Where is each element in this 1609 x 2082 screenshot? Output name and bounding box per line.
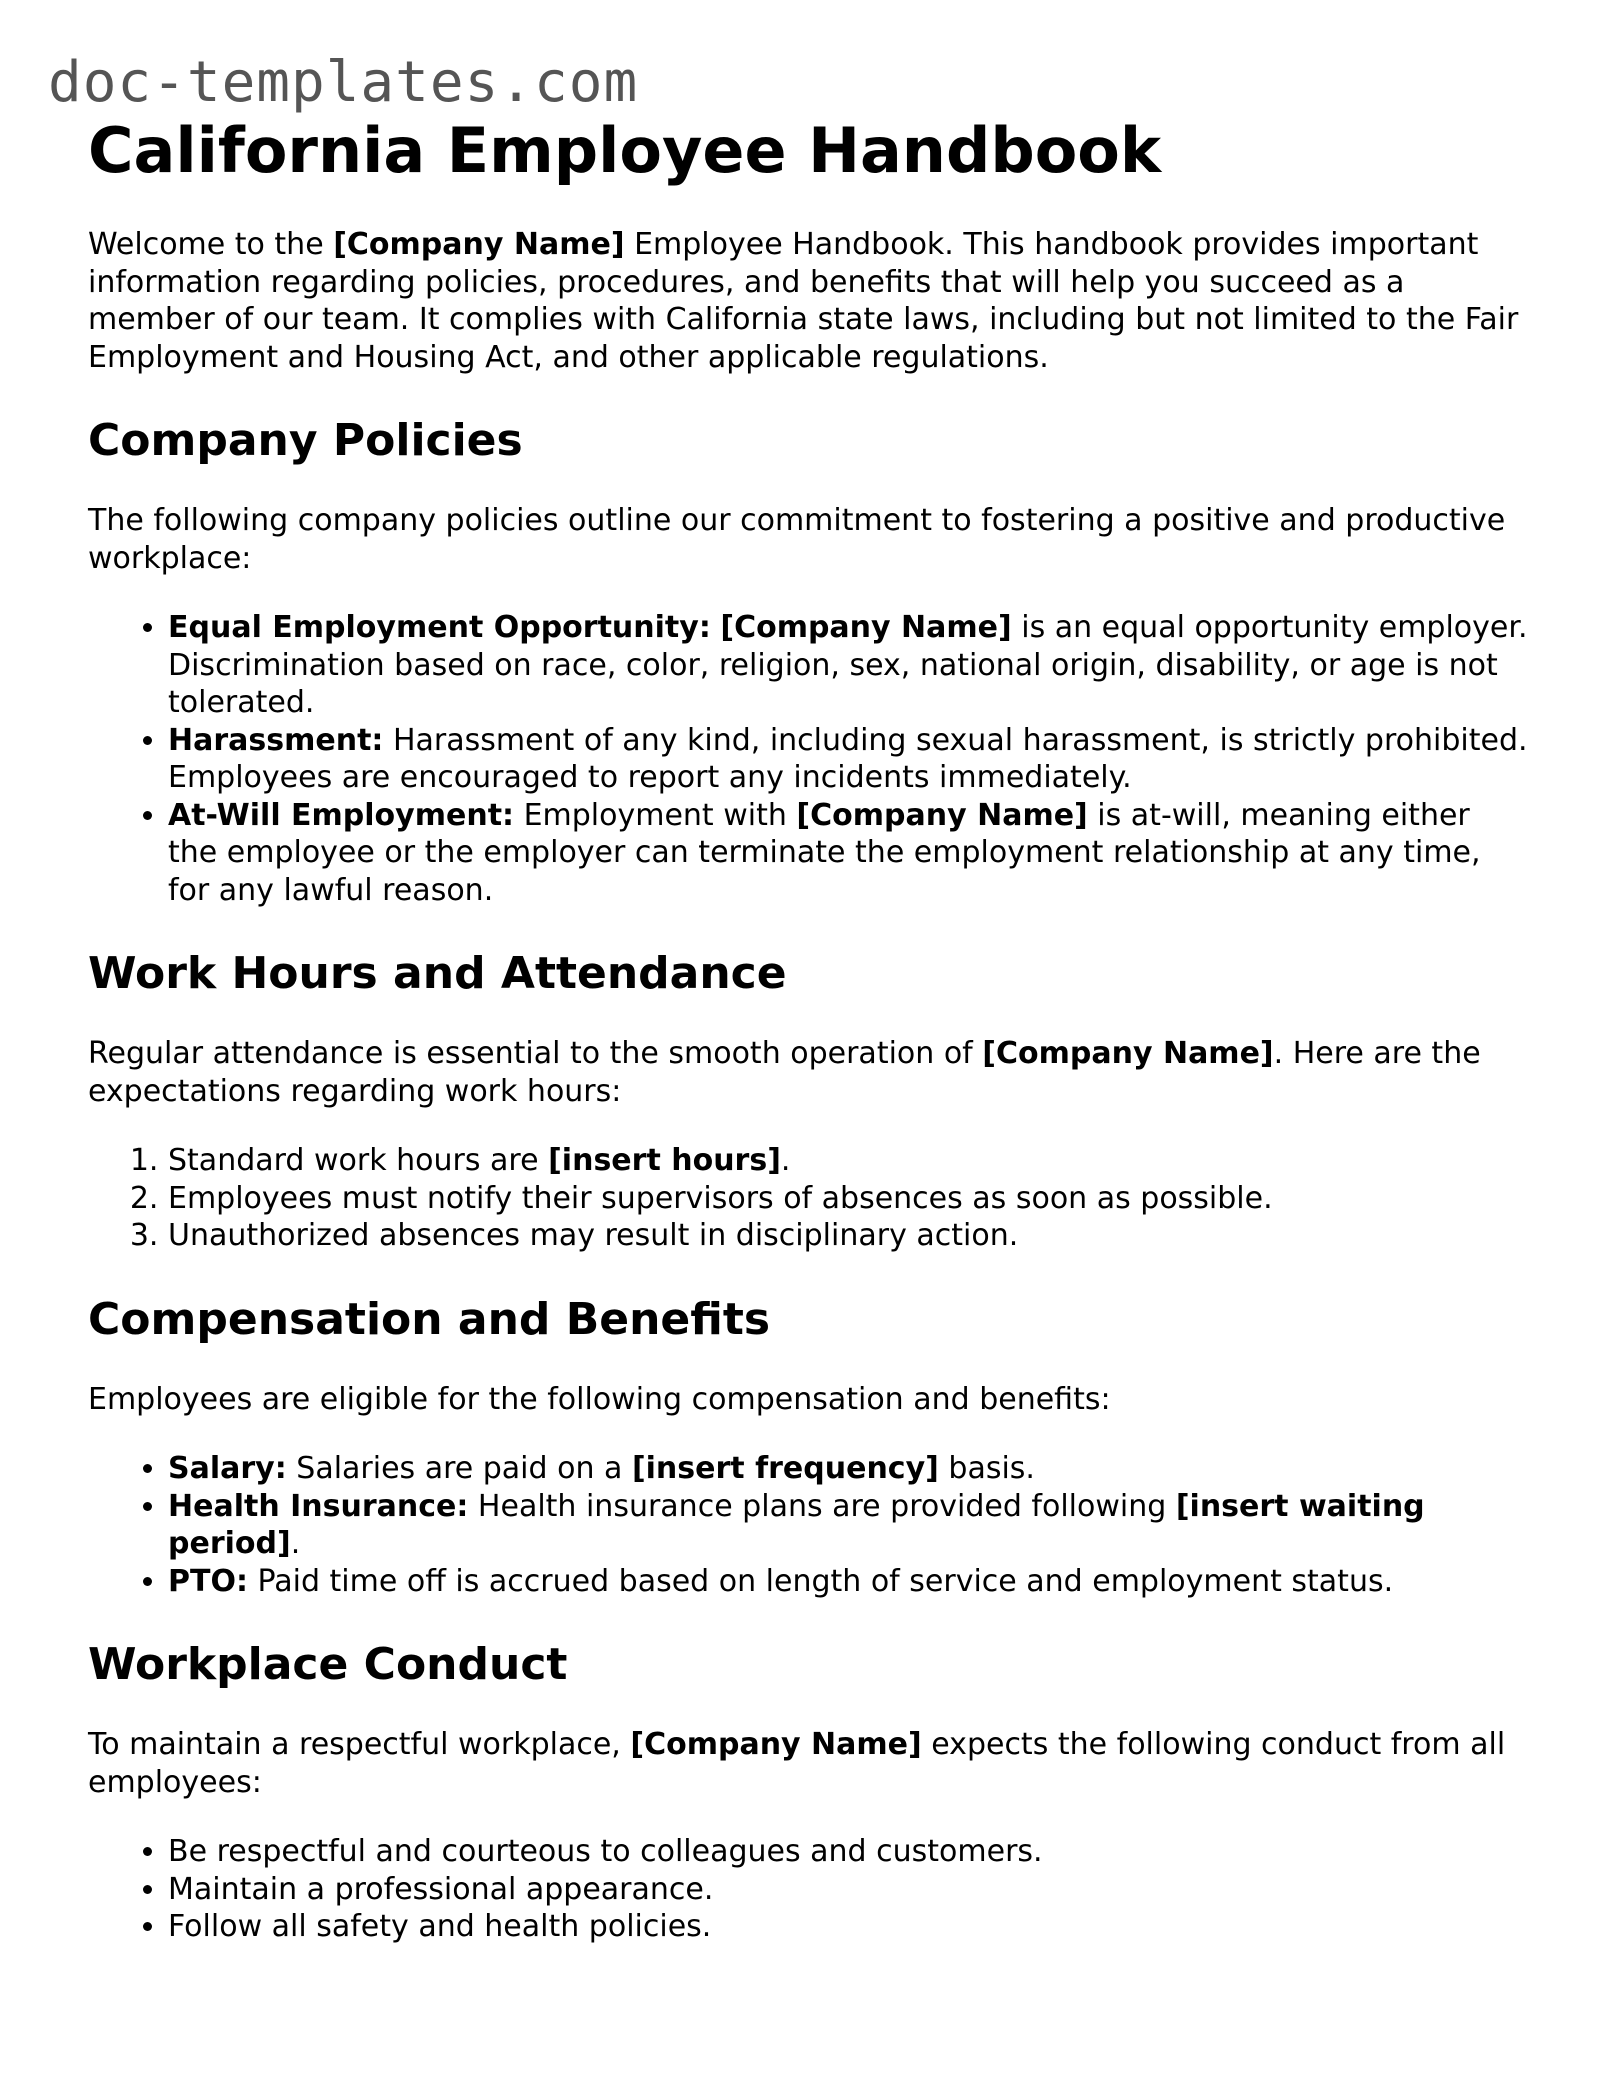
section-heading-policies: Company Policies <box>88 415 523 466</box>
list-item <box>168 609 1528 722</box>
benefit-text-salary-after: basis. <box>938 1451 1035 1486</box>
conduct-lead <box>88 1726 1528 1801</box>
policy-text-harassment: Harassment of any kind, including sexual harassment, is strictly prohibited. Employees are encouraged to report any incidents immediately. <box>168 722 1528 795</box>
policy-text-eeo: is an equal opportunity employer. Discrimination based on race, color, religion, sex, national origin, disability, or age is not tolerated. <box>168 610 1528 720</box>
benefit-label-health: Health Insurance: <box>168 1488 469 1524</box>
compensation-lead: Employees are eligible for the following compensation and benefits: <box>88 1381 1111 1417</box>
hours-item1-after: . <box>780 1143 791 1178</box>
hours-lead-before: Regular attendance is essential to the smooth operation of <box>88 1036 983 1071</box>
policy-text-atwill-after: is at-will, meaning either the employee or the employer can terminate the employment relationship at any time, for any lawful reason. <box>168 797 1481 908</box>
policy-label-atwill: At-Will Employment: <box>168 797 515 833</box>
list-item <box>168 1488 1528 1563</box>
policy-label-eeo: Equal Employment Opportunity: <box>168 610 711 645</box>
benefit-text-pto: Paid time off is accrued based on length of service and employment status. <box>247 1563 1394 1599</box>
list-item: • Follow all safety and health policies. <box>168 1908 1528 1946</box>
policy-text-atwill-before: Employment with <box>514 797 797 833</box>
hours-lead-after: . Here are the expectations regarding work hours: <box>88 1036 1481 1109</box>
hours-list <box>88 1142 1528 1255</box>
list-item: 3. Unauthorized absences may result in disciplinary action. <box>168 1217 1528 1255</box>
list-item <box>168 722 1528 797</box>
policy-label-harassment: Harassment: <box>168 722 384 758</box>
section-heading-hours: Work Hours and Attendance <box>88 948 787 999</box>
waiting-period-placeholder: [insert waiting period] <box>168 1488 1425 1561</box>
intro-paragraph <box>88 226 1528 376</box>
benefit-text-health-after: . <box>290 1526 301 1561</box>
list-item: • Maintain a professional appearance. <box>168 1871 1528 1909</box>
company-name-placeholder: [Company Name] <box>720 610 1012 645</box>
list-item <box>168 1450 1528 1488</box>
benefit-label-salary: Salary: <box>168 1451 287 1486</box>
document-title: California Employee Handbook <box>88 114 1162 187</box>
intro-text-before: Welcome to the <box>88 227 334 262</box>
policies-list <box>88 609 1528 909</box>
section-heading-compensation: Compensation and Benefits <box>88 1293 771 1345</box>
benefit-text-health-before: Health insurance plans are provided following <box>468 1488 1176 1524</box>
list-item <box>168 1563 1528 1601</box>
compensation-list <box>88 1450 1528 1600</box>
company-name-placeholder: [Company Name] <box>630 1727 922 1762</box>
list-item <box>168 797 1528 910</box>
list-item: 2. Employees must notify their supervisors of absences as soon as possible. <box>168 1180 1528 1218</box>
benefit-text-salary-before: Salaries are paid on a <box>286 1451 632 1486</box>
frequency-placeholder: [insert frequency] <box>631 1451 939 1486</box>
watermark: doc-templates.com <box>48 50 639 115</box>
list-item <box>168 1142 1528 1180</box>
list-item: • Be respectful and courteous to colleagues and customers. <box>168 1833 1528 1871</box>
intro-text-after: Employee Handbook. This handbook provides important information regarding policies, procedures, and benefits that will help you succeed as a member of our team. It complies with California state laws, including but not limited to the Fair Employment and Housing Act, and other applicable regulations. <box>88 227 1519 375</box>
company-name-placeholder: [Company Name] <box>982 1036 1274 1071</box>
hours-placeholder: [insert hours] <box>548 1143 781 1178</box>
conduct-lead-before: To maintain a respectful workplace, <box>88 1727 631 1762</box>
policies-lead: The following company policies outline our commitment to fostering a positive and productive workplace: <box>88 503 1506 576</box>
benefit-label-pto: PTO: <box>168 1563 248 1599</box>
conduct-lead-after: expects the following conduct from all employees: <box>88 1727 1506 1800</box>
company-name-placeholder: [Company Name] <box>333 227 625 262</box>
hours-item1-before: Standard work hours are <box>168 1143 549 1178</box>
company-name-placeholder: [Company Name] <box>796 797 1088 833</box>
section-heading-conduct: Workplace Conduct <box>88 1639 568 1690</box>
hours-lead <box>88 1035 1528 1110</box>
conduct-list <box>88 1833 1528 1946</box>
document-page <box>88 112 1528 1946</box>
